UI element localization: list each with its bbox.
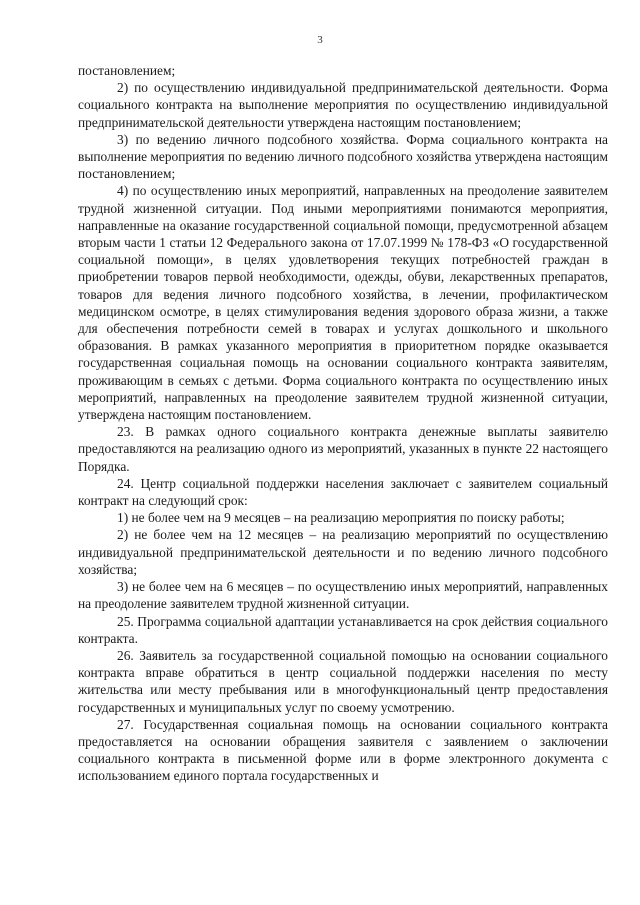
paragraph-clause-24: 24. Центр социальной поддержки населения заключает с заявителем социальный контракт на следующий срок: [78, 475, 608, 509]
page-number: 3 [317, 34, 323, 46]
paragraph-item-2: 2) по осуществлению индивидуальной предпринимательской деятельности. Форма социального контракта на выполнение мероприятия по осуществлению индивидуальной предпринимательской деятельности утверждена настоящим постановлением; [78, 80, 608, 130]
paragraph-continuation: постановлением; [78, 63, 176, 78]
paragraph-clause-25: 25. Программа социальной адаптации устанавливается на срок действия социального контракта. [78, 613, 608, 646]
paragraph-clause-26: 26. Заявитель за государственной социальной помощью на основании социального контракта вправе обратиться в центр социальной поддержки населения по месту жительства или месту пребывания или в многофункциональный центр предоставления государственных и муниципальных услуг по своему усмотрению. [78, 647, 608, 715]
paragraph-term-2: 2) не более чем на 12 месяцев – на реализацию мероприятий по осуществлению индивидуальной предпринимательской деятельности и по ведению личного подсобного хозяйства; [78, 527, 608, 577]
paragraph-term-3: 3) не более чем на 6 месяцев – по осуществлению иных мероприятий, направленных на преодоление заявителем трудной жизненной ситуации. [78, 579, 608, 612]
document-body [78, 62, 608, 785]
paragraph-item-3: 3) по ведению личного подсобного хозяйства. Форма социального контракта на выполнение мероприятия по ведению личного подсобного хозяйства утверждена настоящим постановлением; [78, 131, 608, 182]
paragraph-clause-23: 23. В рамках одного социального контракта денежные выплаты заявителю предоставляются на реализацию одного из мероприятий, указанных в пункте 22 настоящего Порядка. [78, 424, 608, 474]
paragraph-clause-27: 27. Государственная социальная помощь на основании социального контракта предоставляется на основании обращения заявителя с заявлением о заключении социального контракта в письменной форме или в форме электронного документа с использованием единого портала государственных и [78, 716, 608, 784]
paragraph-term-1: 1) не более чем на 9 месяцев – на реализацию мероприятия по поиску работы; [117, 510, 565, 526]
paragraph-item-4: 4) по осуществлению иных мероприятий, направленных на преодоление заявителем трудной жизненной ситуации. Под иными мероприятиями понимаются мероприятия, направленные на оказание государственной социальной помощи, предусмотренной абзацем вторым части 1 статьи 12 Федерального закона от 17.07.1999 № 178-ФЗ «О государственной социальной помощи», в целях удовлетворения текущих потребностей граждан в приобретении товаров первой необходимости, одежды, обуви, лекарственных препаратов, товаров для ведения личного подсобного хозяйства, в лечении, профилактическом медицинском осмотре, в целях стимулирования ведения здорового образа жизни, а также для обеспечения потребности семей в товарах и услугах дошкольного и школьного образования. В рамках указанного мероприятия в приоритетном порядке оказывается государственная социальная помощь на основании социального контракта заявителям, проживающим в семьях с детьми. Форма социального контракта по осуществлению иных мероприятий, направленных на преодоление заявителем трудной жизненной ситуации, утверждена настоящим постановлением. [78, 183, 608, 423]
